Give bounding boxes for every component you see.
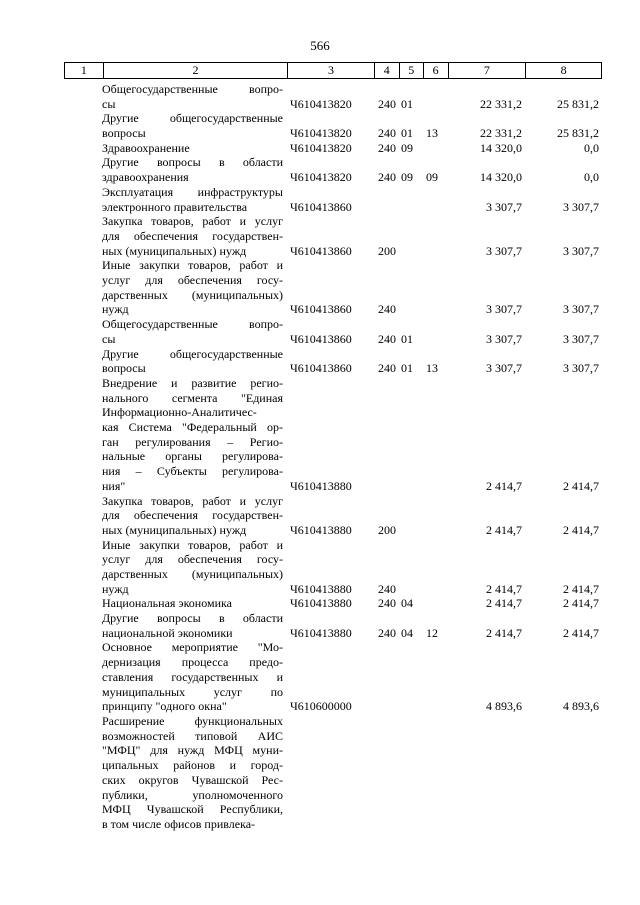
row-col-5: 01	[401, 96, 413, 111]
row-name-line: Основное мероприятие "Мо-	[102, 640, 283, 655]
row-name-line: Внедрение и развитие регио-	[102, 375, 283, 390]
row-value-8: 2 414,7	[563, 581, 599, 596]
row-col-5: 04	[401, 596, 413, 611]
row-name-line: Иные закупки товаров, работ и	[102, 537, 283, 552]
row-col-6: 12	[426, 625, 438, 640]
table-row	[64, 347, 602, 376]
row-col-4: 240	[378, 361, 396, 376]
row-code: Ч610413860	[290, 302, 352, 317]
row-name-line: дернизация процесса предо-	[102, 655, 283, 670]
row-col-4: 240	[378, 170, 396, 185]
row-col-4: 240	[378, 625, 396, 640]
row-name	[102, 258, 283, 317]
row-name-line: вопросы	[102, 361, 146, 376]
row-col-6: 09	[426, 170, 438, 185]
table-header	[64, 62, 602, 79]
row-name-line: услуг для обеспечения госу-	[102, 552, 283, 567]
row-col-4: 240	[378, 581, 396, 596]
row-value-8: 4 893,6	[563, 699, 599, 714]
table-row	[64, 214, 602, 258]
row-name	[102, 611, 283, 640]
row-value-7: 3 307,7	[486, 361, 522, 376]
header-col-4: 4	[374, 63, 399, 78]
row-name-line: Другие вопросы в области	[102, 155, 283, 170]
row-name-line: нужд	[102, 302, 129, 317]
row-name-line: дарственных (муниципальных)	[102, 287, 283, 302]
row-value-8: 3 307,7	[563, 243, 599, 258]
header-col-1: 1	[80, 63, 87, 77]
table-body	[64, 82, 602, 832]
table-row	[64, 611, 602, 640]
row-name-line: Здравоохранение	[102, 140, 190, 155]
header-col-8: 8	[525, 63, 601, 78]
row-name-line: Иные закупки товаров, работ и	[102, 258, 283, 273]
row-name	[102, 141, 283, 156]
row-name-line: Расширение функциональных	[102, 713, 283, 728]
row-code: Ч610413820	[290, 140, 352, 155]
row-code: Ч610413820	[290, 170, 352, 185]
row-col-5: 01	[401, 126, 413, 141]
row-value-8: 2 414,7	[563, 625, 599, 640]
row-name	[102, 155, 283, 184]
row-name-line: муниципальных услуг по	[102, 684, 283, 699]
row-value-7: 3 307,7	[486, 331, 522, 346]
row-name	[102, 82, 283, 111]
row-name-line: вопросы	[102, 126, 146, 141]
row-name-line: дарственных (муниципальных)	[102, 567, 283, 582]
row-code: Ч610413880	[290, 596, 352, 611]
row-name-line: здравоохранения	[102, 170, 189, 185]
row-name-line: ных (муниципальных) нужд	[102, 522, 247, 537]
row-col-5: 09	[401, 140, 413, 155]
row-value-8: 0,0	[584, 170, 599, 185]
row-name-line: нальные органы регулирова-	[102, 449, 283, 464]
row-value-8: 3 307,7	[563, 302, 599, 317]
row-value-7: 2 414,7	[486, 581, 522, 596]
row-name-line: Другие общегосударственные	[102, 346, 283, 361]
table-row	[64, 714, 602, 832]
row-name-line: Общегосударственные вопро-	[102, 317, 283, 332]
row-col-4: 240	[378, 126, 396, 141]
row-name-line: нужд	[102, 581, 129, 596]
row-name	[102, 714, 283, 832]
table-row	[64, 494, 602, 538]
row-col-4: 200	[378, 243, 396, 258]
row-name-line: Другие общегосударственные	[102, 111, 283, 126]
row-name-line: МФЦ Чувашской Республики,	[102, 802, 283, 817]
table-row	[64, 141, 602, 156]
row-name-line: ставления государственных и	[102, 669, 283, 684]
row-code: Ч610413860	[290, 331, 352, 346]
row-code: Ч610413860	[290, 243, 352, 258]
row-name-line: ципальных районов и город-	[102, 758, 283, 773]
table-row	[64, 640, 602, 714]
row-col-5: 01	[401, 331, 413, 346]
row-value-7: 3 307,7	[486, 199, 522, 214]
row-name-line: нального сегмента "Единая	[102, 390, 283, 405]
row-col-6: 13	[426, 361, 438, 376]
row-col-5: 09	[401, 170, 413, 185]
row-value-7: 3 307,7	[486, 243, 522, 258]
row-name	[102, 538, 283, 597]
row-name	[102, 185, 283, 214]
row-value-7: 2 414,7	[486, 625, 522, 640]
table-row	[64, 258, 602, 317]
row-col-4: 240	[378, 96, 396, 111]
row-name-line: Закупка товаров, работ и услуг	[102, 493, 283, 508]
page-number: 566	[310, 38, 330, 53]
header-col-2: 2	[103, 63, 287, 78]
row-name-line: ных (муниципальных) нужд	[102, 243, 247, 258]
row-value-8: 3 307,7	[563, 331, 599, 346]
row-code: Ч610413880	[290, 581, 352, 596]
row-col-4: 240	[378, 331, 396, 346]
row-code: Ч610413880	[290, 522, 352, 537]
row-name	[102, 640, 283, 714]
row-code: Ч610413860	[290, 361, 352, 376]
row-code: Ч610413880	[290, 625, 352, 640]
row-name	[102, 111, 283, 140]
row-name-line: для обеспечения государствен-	[102, 228, 283, 243]
table-row	[64, 155, 602, 184]
row-value-7: 2 414,7	[486, 478, 522, 493]
table-row	[64, 185, 602, 214]
row-name-line: кая Система "Федеральный ор-	[102, 420, 283, 435]
row-name-line: публики, уполномоченного	[102, 787, 283, 802]
row-value-7: 3 307,7	[486, 302, 522, 317]
table-row	[64, 376, 602, 494]
table-row	[64, 538, 602, 597]
row-name-line: Информационно-Аналитичес-	[102, 405, 257, 420]
row-name-line: принципу "одного окна"	[102, 699, 227, 714]
row-code: Ч610413880	[290, 478, 352, 493]
row-value-7: 14 320,0	[480, 140, 522, 155]
row-value-7: 14 320,0	[480, 170, 522, 185]
row-value-8: 2 414,7	[563, 522, 599, 537]
row-col-4: 240	[378, 596, 396, 611]
row-value-8: 25 831,2	[557, 126, 599, 141]
row-name	[102, 494, 283, 538]
header-col-7: 7	[448, 63, 526, 78]
row-value-8: 3 307,7	[563, 361, 599, 376]
row-name-line: для обеспечения государствен-	[102, 508, 283, 523]
row-name-line: "МФЦ" для нужд МФЦ муни-	[102, 743, 283, 758]
row-value-7: 4 893,6	[486, 699, 522, 714]
row-name	[102, 596, 283, 611]
header-col-3: 3	[287, 63, 374, 78]
header-col-5: 5	[399, 63, 423, 78]
row-name	[102, 376, 283, 494]
row-name-line: сы	[102, 96, 116, 111]
row-name-line: Другие вопросы в области	[102, 611, 283, 626]
row-value-7: 22 331,2	[480, 96, 522, 111]
row-name	[102, 317, 283, 346]
row-value-8: 0,0	[584, 140, 599, 155]
row-name-line: Общегосударственные вопро-	[102, 82, 283, 96]
row-col-4: 240	[378, 140, 396, 155]
row-name-line: Эксплуатация инфраструктуры	[102, 184, 283, 199]
row-value-7: 2 414,7	[486, 522, 522, 537]
row-value-8: 2 414,7	[563, 478, 599, 493]
row-col-6: 13	[426, 126, 438, 141]
table-row	[64, 82, 602, 111]
row-name	[102, 214, 283, 258]
table-row	[64, 111, 602, 140]
row-name-line: возможностей типовой АИС	[102, 728, 283, 743]
row-code: Ч610600000	[290, 699, 352, 714]
row-code: Ч610413820	[290, 126, 352, 141]
row-name-line: ния"	[102, 478, 126, 493]
row-code: Ч610413860	[290, 199, 352, 214]
table-row	[64, 596, 602, 611]
row-code: Ч610413820	[290, 96, 352, 111]
row-value-7: 2 414,7	[486, 596, 522, 611]
row-name-line: в том числе офисов привлека-	[102, 816, 256, 831]
row-col-5: 01	[401, 361, 413, 376]
table-row	[64, 317, 602, 346]
row-name-line: услуг для обеспечения госу-	[102, 273, 283, 288]
row-col-4: 240	[378, 302, 396, 317]
row-name-line: Закупка товаров, работ и услуг	[102, 214, 283, 229]
row-name-line: ния – Субъекты регулирова-	[102, 464, 283, 479]
row-name-line: национальной экономики	[102, 625, 233, 640]
row-name	[102, 347, 283, 376]
row-name-line: ских округов Чувашской Рес-	[102, 772, 283, 787]
header-col-6: 6	[423, 63, 448, 78]
row-value-8: 3 307,7	[563, 199, 599, 214]
row-name-line: электронного правительства	[102, 199, 248, 214]
row-value-7: 22 331,2	[480, 126, 522, 141]
row-value-8: 25 831,2	[557, 96, 599, 111]
row-col-4: 200	[378, 522, 396, 537]
row-value-8: 2 414,7	[563, 596, 599, 611]
row-name-line: ган регулирования – Регио-	[102, 434, 283, 449]
row-name-line: сы	[102, 331, 116, 346]
row-col-5: 04	[401, 625, 413, 640]
row-name-line: Национальная экономика	[102, 596, 232, 611]
